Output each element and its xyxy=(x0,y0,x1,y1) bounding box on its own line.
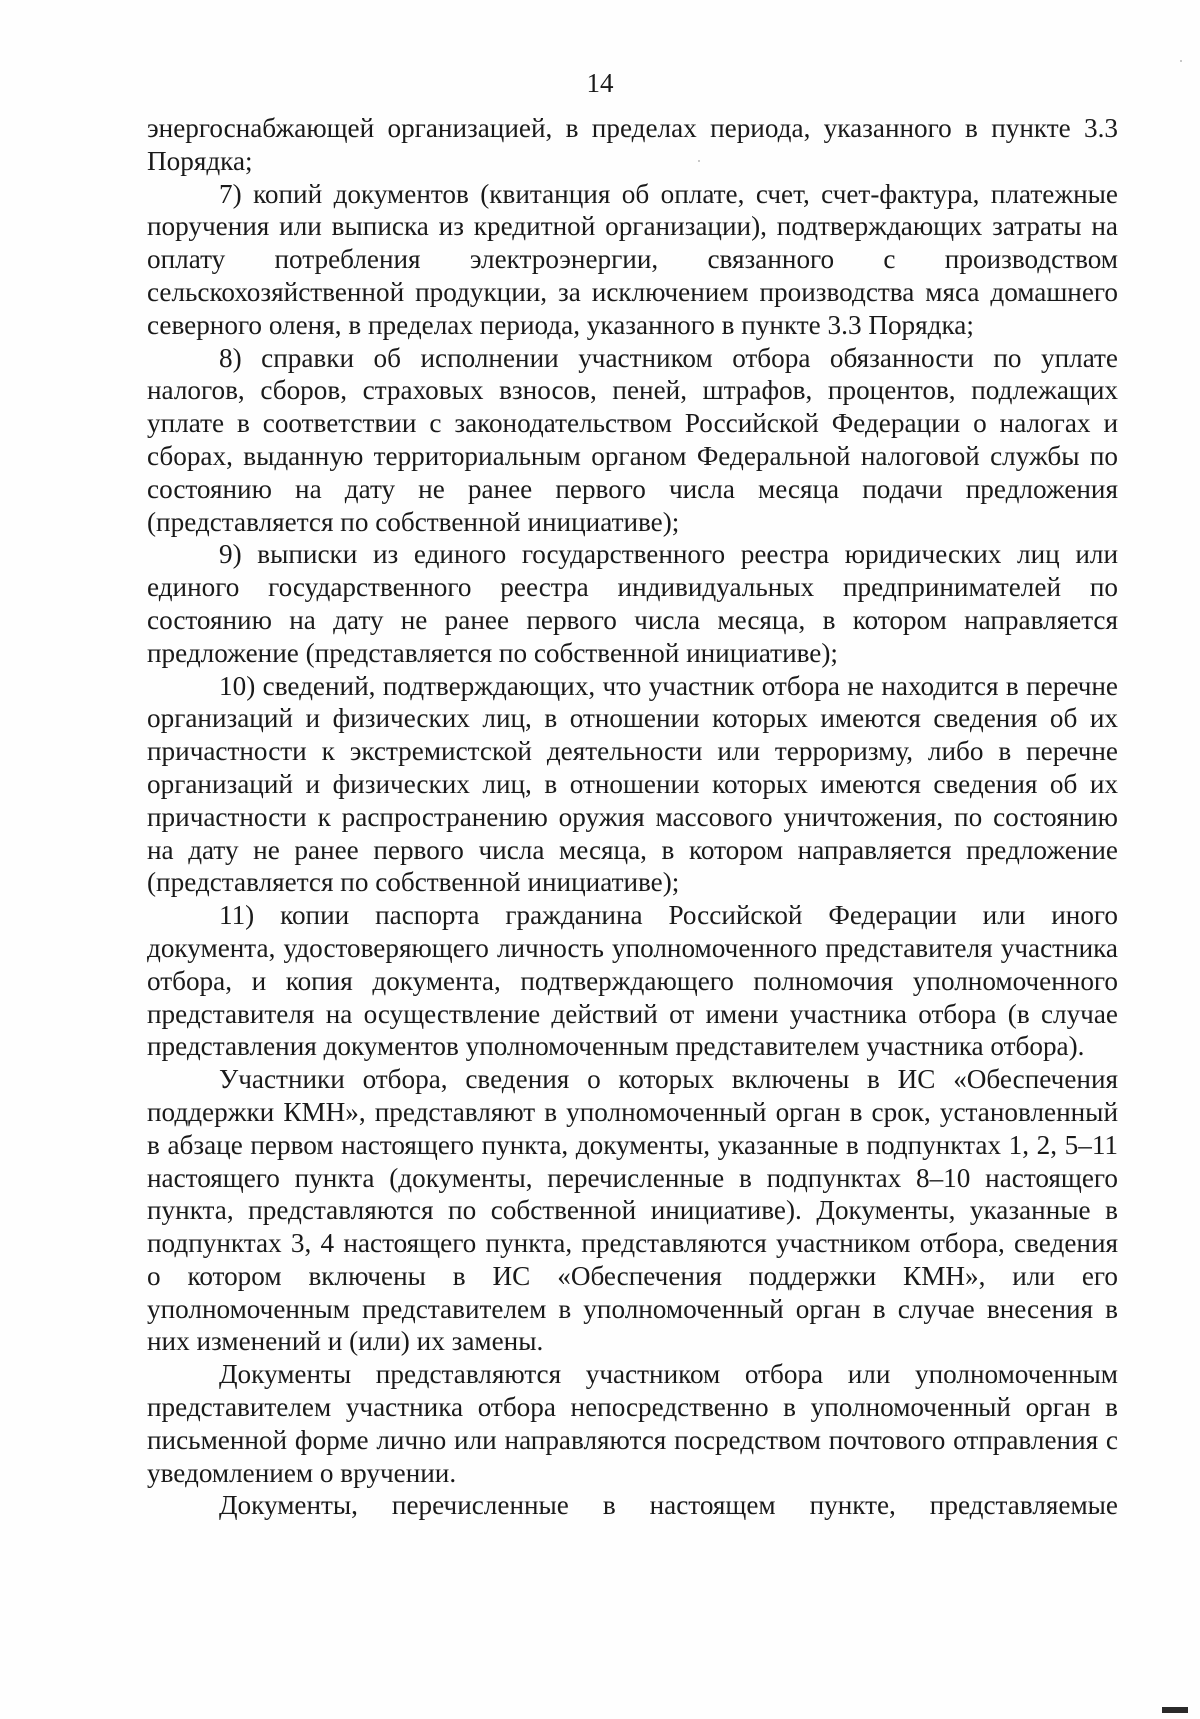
paragraph-item-7: 7) копий документов (квитанция об оплате, счет, счет-фактура, платежные поручения или выписка из кредитной организации), подтверждающих затраты на оплату потребления электроэнергии, связанного с производством сельскохозяйственной продукции, за исключением производства мяса домашнего северного оленя, в пределах периода, указанного в пункте 3.3 Порядка; xyxy=(147,178,1118,340)
paragraph-item-10: 10) сведений, подтверждающих, что участник отбора не находится в перечне организаций и физических лиц, в отношении которых имеются сведения об их причастности к экстремистской деятельности или терроризму, либо в перечне организаций и физических лиц, в отношении которых имеются сведения об их причастности к распространению оружия массового уничтожения, по состоянию на дату не ранее первого числа месяца, в котором направляется предложение (представляется по собственной инициативе); xyxy=(147,670,1118,898)
scan-speck xyxy=(1180,60,1182,62)
paragraph-item-9: 9) выписки из единого государственного реестра юридических лиц или единого государственного реестра индивидуальных предпринимателей по состоянию на дату не ранее первого числа месяца, в котором направляется предложение (представляется по собственной инициативе); xyxy=(147,539,1118,668)
paragraph-item-11: 11) копии паспорта гражданина Российской Федерации или иного документа, удостоверяющего личность уполномоченного представителя участника отбора, и копия документа, подтверждающего полномочия уполномоченного представителя на осуществление действий от имени участника отбора (в случае представления документов уполномоченным представителем участника отбора). xyxy=(147,900,1118,1062)
paragraph-participants: Участники отбора, сведения о которых включены в ИС «Обеспечения поддержки КМН», представляют в уполномоченный орган в срок, установленный в абзаце первом настоящего пункта, документы, указанные в подпунктах 1, 2, 5–11 настоящего пункта (документы, перечисленные в подпунктах 8–10 настоящего пункта, представляются по собственной инициативе). Документы, указанные в подпунктах 3, 4 настоящего пункта, представляются участником отбора, сведения о котором включены в ИС «Обеспечения поддержки КМН», или его уполномоченным представителем в уполномоченный орган в случае внесения в них изменений и (или) их замены. xyxy=(147,1064,1118,1357)
document-body xyxy=(147,112,1118,1522)
paragraph-item-8: 8) справки об исполнении участником отбора обязанности по уплате налогов, сборов, страховых взносов, пеней, штрафов, процентов, подлежащих уплате в соответствии с законодательством Российской Федерации о налогах и сборах, выданную территориальным органом Федеральной налоговой службы по состоянию на дату не ранее первого числа месяца подачи предложения (представляется по собственной инициативе); xyxy=(147,342,1118,537)
scan-speck xyxy=(698,160,700,162)
paragraph-continuation: энергоснабжающей организацией, в пределах периода, указанного в пункте 3.3 Порядка; xyxy=(147,113,1118,176)
paragraph-submission: Документы представляются участником отбора или уполномоченным представителем участника отбора непосредственно в уполномоченный орган в письменной форме лично или направляются посредством почтового отправления с уведомлением о вручении. xyxy=(147,1359,1118,1488)
paragraph-documents-listed: Документы, перечисленные в настоящем пункте, представляемые xyxy=(219,1490,1118,1521)
scan-corner-mark xyxy=(1162,1707,1188,1713)
page-number: 14 xyxy=(586,68,614,98)
